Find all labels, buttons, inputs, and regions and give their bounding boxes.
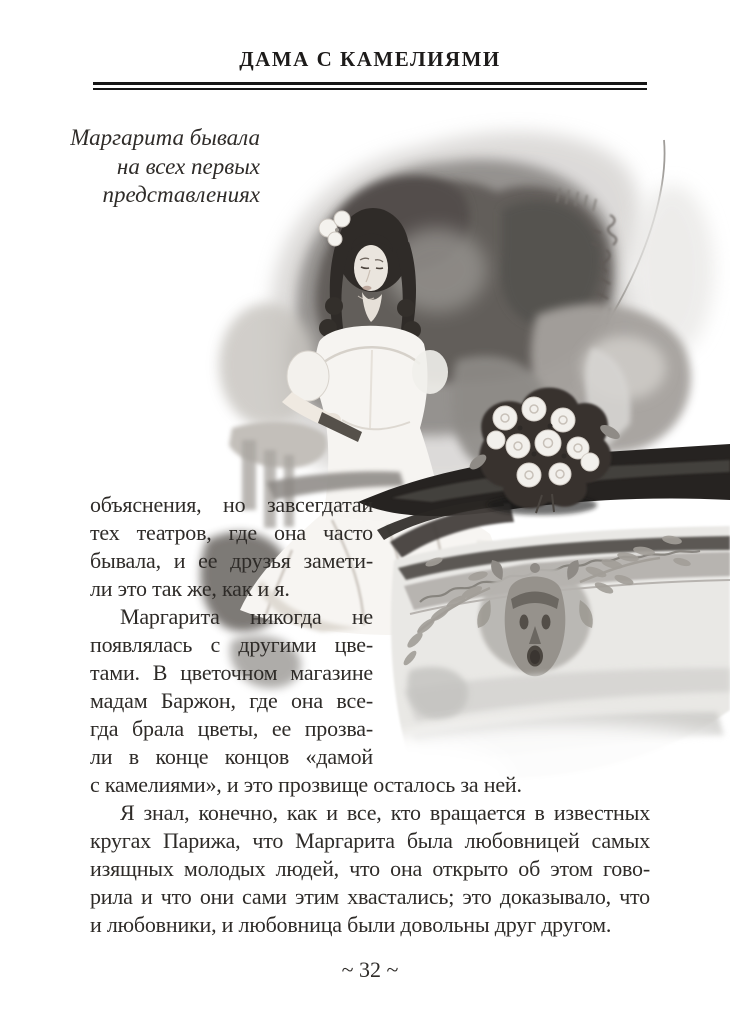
caption-line: Маргарита бывала <box>70 125 260 150</box>
body-line: появлялась с другими цве- <box>90 632 373 657</box>
header-double-rule <box>93 82 647 90</box>
body-line: кругах Парижа, что Маргарита была любовницей самых <box>90 828 650 853</box>
body-line: гда брала цветы, ее прозва- <box>90 716 373 741</box>
caption-line: представлениях <box>102 182 260 207</box>
body-text-column <box>90 491 373 771</box>
body-line: изящных молодых людей, что она открыто об этом гово- <box>90 856 650 881</box>
body-text-full-width <box>90 771 650 939</box>
body-line: тех театров, где она часто <box>90 520 373 545</box>
page-number: ~ 32 ~ <box>341 957 399 982</box>
body-line: ли это так же, как и я. <box>90 576 290 601</box>
body-line: Я знал, конечно, как и все, кто вращается в известных <box>120 800 650 825</box>
body-line: и любовники, и любовница были довольны друг другом. <box>90 912 612 937</box>
body-line: рила и что они сами этим хвастались; это доказывало, что <box>90 884 650 909</box>
body-line: ли в конце концов «дамой <box>90 744 373 769</box>
page-title: ДАМА С КАМЕЛИЯМИ <box>239 47 501 71</box>
body-line: мадам Баржон, где она все- <box>90 688 373 713</box>
body-line: бывала, и ее друзья замети- <box>90 548 373 573</box>
body-line: тами. В цветочном магазине <box>90 660 373 685</box>
caption-line: на всех первых <box>116 153 260 179</box>
body-line: объяснения, но завсегдатаи <box>90 492 373 517</box>
body-line: Маргарита никогда не <box>120 604 373 629</box>
body-line: с камелиями», и это прозвище осталось за ней. <box>90 772 522 797</box>
